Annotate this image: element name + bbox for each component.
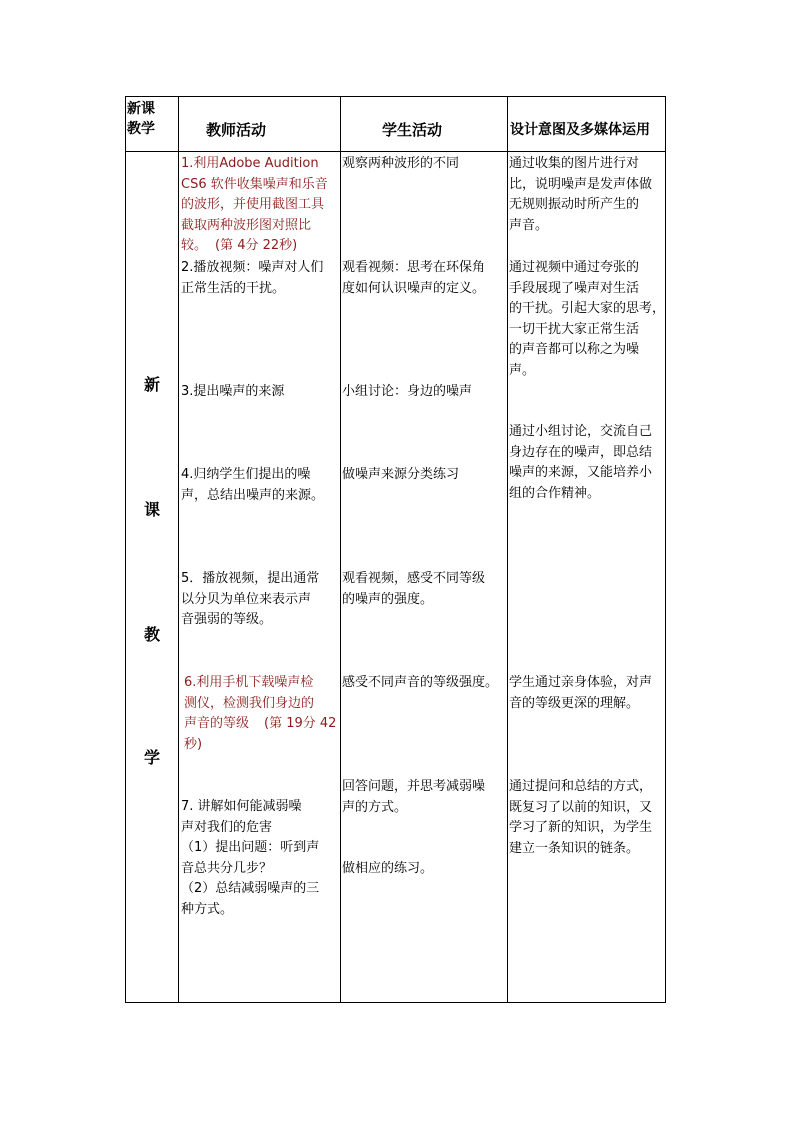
- student-item-7: 回答问题，并思考减弱噪 声的方式。: [342, 779, 486, 815]
- teacher-item-3: 3.提出噪声的来源: [181, 384, 285, 399]
- student-item-1: 观察两种波形的不同: [342, 156, 460, 171]
- teacher-item-6-time: (第 19分 42 秒): [184, 716, 337, 752]
- col-header-design: 设计意图及多媒体运用: [510, 122, 650, 138]
- student-item-8: 做相应的练习。: [342, 861, 434, 876]
- design-item-4: 学生通过亲身体验，对声 音的等级更深的理解。: [509, 675, 653, 711]
- side-char-3: 教: [144, 625, 161, 644]
- student-item-2: 观看视频：思考在环保角 度如何认识噪声的定义。: [342, 260, 486, 296]
- column-divider: [507, 97, 508, 1002]
- student-item-4: 做噪声来源分类练习: [342, 467, 460, 482]
- side-char-1: 新: [144, 375, 161, 394]
- column-divider: [178, 97, 179, 1002]
- teacher-item-1-time: (第 4分 22秒): [215, 238, 298, 253]
- teacher-item-1: 1.利用Adobe Audition CS6 软件收集噪声和乐音 的波形，并使用截图工具 截取两种波形图对照比 较。: [181, 156, 328, 253]
- column-divider: [340, 97, 341, 1002]
- student-item-5: 观看视频，感受不同等级 的噪声的强度。: [342, 571, 486, 607]
- teacher-item-5: 5．播放视频，提出通常 以分贝为单位来表示声 音强弱的等级。: [181, 571, 320, 627]
- section-label: 新课 教学: [127, 101, 155, 137]
- design-item-5: 通过提问和总结的方式， 既复习了以前的知识，又 学习了新的知识，为学生 建立一条知识的链条。: [509, 779, 653, 856]
- side-char-4: 学: [144, 748, 161, 767]
- student-item-6: 感受不同声音的等级强度。: [342, 675, 499, 690]
- col-header-teacher: 教师活动: [206, 121, 267, 139]
- header-divider: [126, 151, 665, 152]
- teacher-item-6: 6.利用手机下载噪声检 测仪，检测我们身边的 声音的等级: [184, 675, 315, 731]
- student-item-3: 小组讨论：身边的噪声: [342, 384, 473, 399]
- design-item-3: 通过小组讨论，交流自己 身边存在的噪声，即总结 噪声的来源，又能培养小 组的合作精神。: [509, 424, 653, 501]
- teacher-item-7: 7. 讲解如何能减弱噪 声对我们的危害 （1）提出问题：听到声 音总共分几步？ （2）总结减弱噪声的三 种方式。: [181, 799, 320, 917]
- lesson-table: [125, 96, 666, 1003]
- design-item-2: 通过视频中通过夸张的 手段展现了噪声对生活 的干扰。引起大家的思考， 一切干扰大家正常生活 的声音都可以称之为噪 声。: [509, 260, 666, 378]
- teacher-item-2: 2.播放视频：噪声对人们 正常生活的干扰。: [181, 260, 324, 296]
- teacher-item-4: 4.归纳学生们提出的噪 声，总结出噪声的来源。: [181, 467, 325, 503]
- design-item-1: 通过收集的图片进行对 比，说明噪声是发声体做 无规则振动时所产生的 声音。: [509, 156, 653, 233]
- col-header-student: 学生活动: [382, 121, 443, 139]
- side-char-2: 课: [144, 500, 161, 519]
